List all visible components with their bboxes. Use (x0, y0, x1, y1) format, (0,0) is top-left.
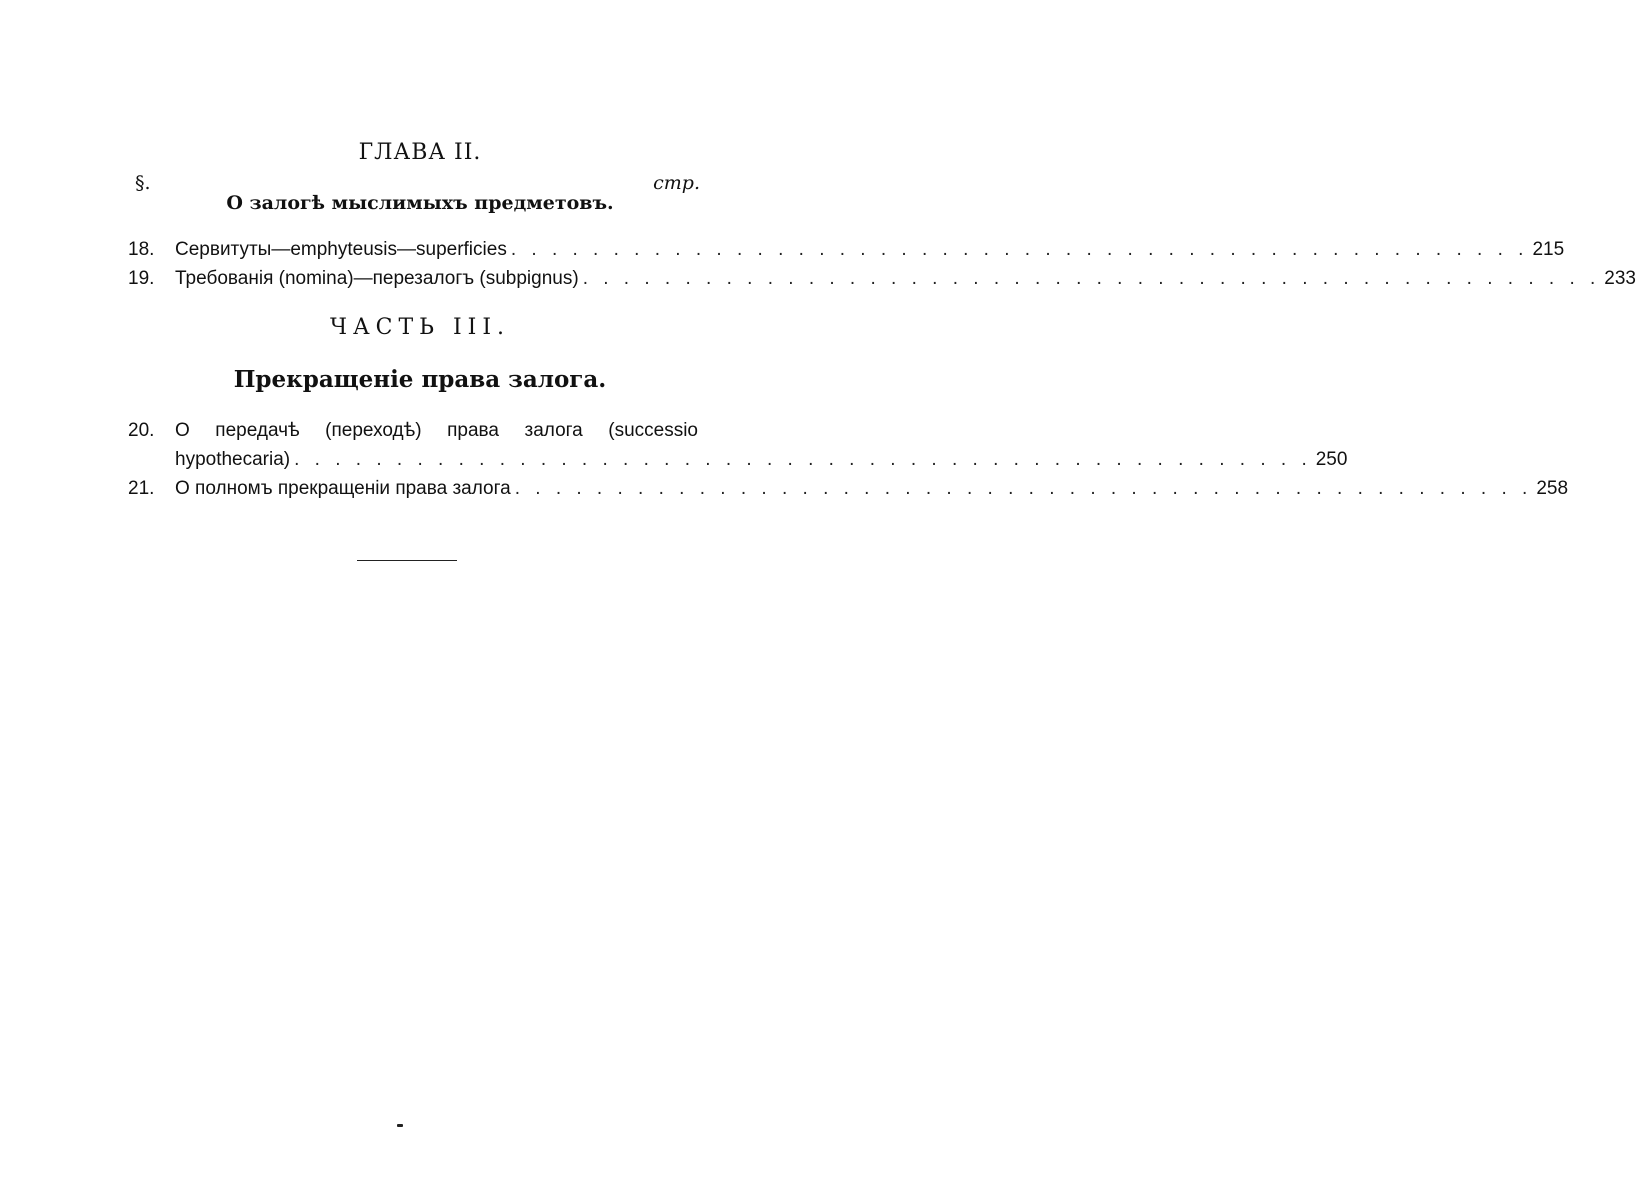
entry-page: 233 (1604, 268, 1636, 289)
chapter-subtitle: О залогѣ мыслимыхъ предметовъ. (226, 192, 614, 214)
entry-number: 21. (128, 478, 155, 499)
entry-number: 18. (128, 239, 155, 260)
entry-title-line2: hypothecaria) (175, 449, 291, 470)
divider-rule (357, 560, 457, 561)
dot-leader: . . . . . . . . . . . . . . . . . . . . . . . . . . . . . . . . . . . . . . . . . . . . . . . . . . (510, 239, 1529, 260)
entry-number: 19. (128, 268, 155, 289)
entry-title: О полномъ прекращеніи права залога (175, 478, 511, 499)
toc-entry-18 (128, 237, 1565, 263)
chapter-title: ГЛАВА II. (358, 140, 482, 165)
entry-page: 215 (1532, 239, 1565, 260)
dot-leader: . . . . . . . . . . . . . . . . . . . . . . . . . . . . . . . . . . . . . . . . . . . . . . . . . . (294, 449, 1312, 470)
toc-entry-19 (128, 266, 1636, 292)
toc-entry-20 (128, 418, 698, 444)
footer-mark (397, 1124, 403, 1127)
entry-title-line1: О передачѣ (переходѣ) права залога (successio (175, 420, 698, 441)
entry-title: Сервитуты—emphyteusis—superficies (175, 239, 507, 260)
entry-page: 250 (1315, 449, 1348, 470)
entry-number: 20. (128, 420, 155, 441)
entry-page: 258 (1536, 478, 1569, 499)
dot-leader: . . . . . . . . . . . . . . . . . . . . . . . . . . . . . . . . . . . . . . . . . . . . . . . . . . (514, 478, 1533, 499)
page-column-label: стр. (653, 172, 700, 194)
section-column-label: §. (135, 172, 151, 194)
toc-entry-20-cont (128, 447, 1348, 473)
toc-entry-21 (128, 476, 1569, 502)
part-title: ЧАСТЬ III. (329, 315, 511, 340)
dot-leader: . . . . . . . . . . . . . . . . . . . . . . . . . . . . . . . . . . . . . . . . . . . . . . . . . . (582, 268, 1601, 289)
part-subtitle: Прекращеніе права залога. (233, 366, 607, 393)
entry-title: Требованія (nomina)—перезалогъ (subpignus) (175, 268, 579, 289)
